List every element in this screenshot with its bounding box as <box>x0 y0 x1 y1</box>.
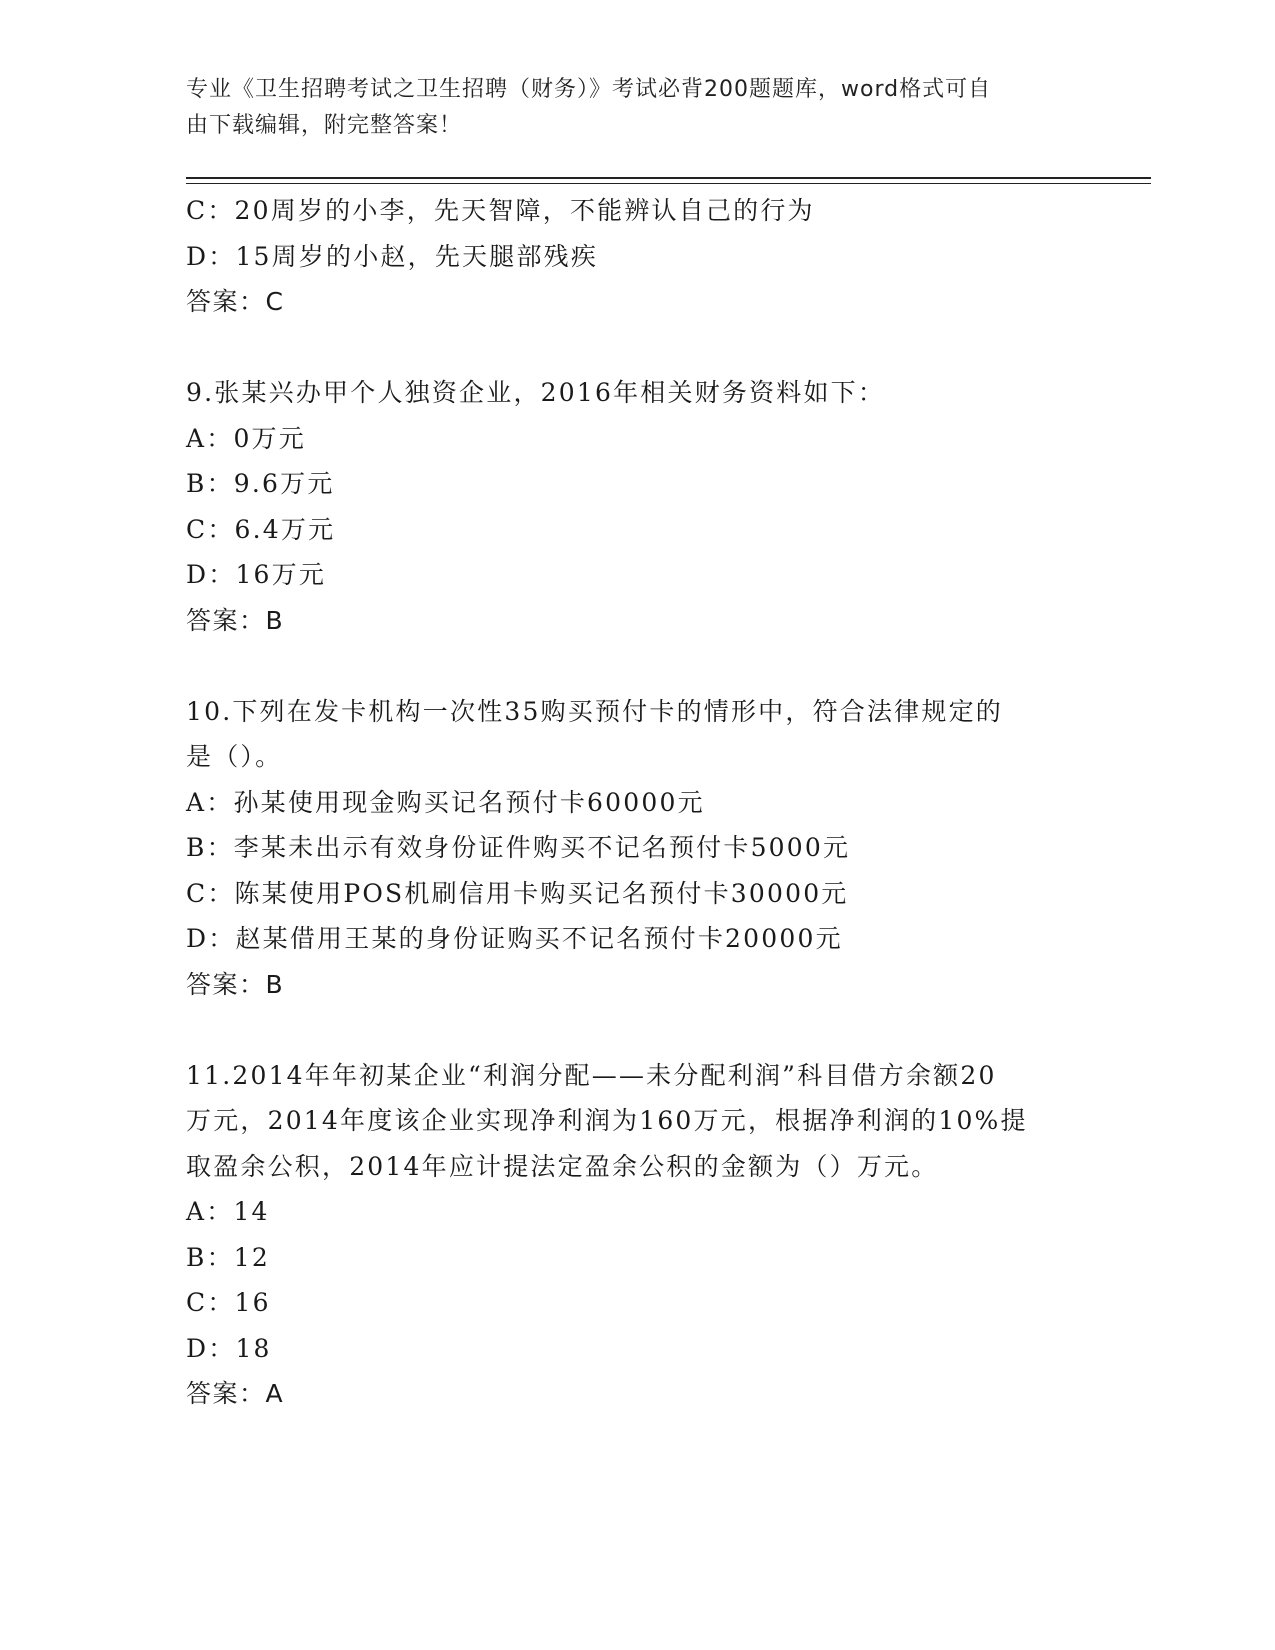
question-10-block <box>186 689 1066 1008</box>
q9-option-d: D：16万元 <box>186 560 327 589</box>
q8-answer: 答案：C <box>186 287 285 316</box>
header-line-1: 专业《卫生招聘考试之卫生招聘（财务）》考试必背200题题库，word格式可自 <box>186 77 992 102</box>
q11-option-a: A：14 <box>186 1197 270 1226</box>
q11-option-d: D：18 <box>186 1333 272 1363</box>
q10-answer: 答案：B <box>186 969 285 999</box>
q10-option-d: D：赵某借用王某的身份证购买不记名预付卡20000元 <box>186 924 843 953</box>
q9-stem: 9.张某兴办甲个人独资企业，2016年相关财务资料如下： <box>186 378 886 407</box>
question-9-block <box>186 370 1066 643</box>
spacer <box>186 325 1066 371</box>
q9-option-c: C：6.4万元 <box>186 514 336 544</box>
q9-answer: 答案：B <box>186 605 285 635</box>
document-header <box>186 72 1066 144</box>
header-divider-thick <box>186 177 1151 179</box>
q11-stem-line-1: 11.2014年年初某企业“利润分配——未分配利润”科目借方余额20 <box>186 1060 997 1090</box>
header-line-2: 由下载编辑，附完整答案！ <box>186 113 463 138</box>
q11-option-b: B：12 <box>186 1242 270 1272</box>
q11-stem-line-3: 取盈余公积，2014年应计提法定盈余公积的金额为（）万元。 <box>186 1151 939 1181</box>
spacer <box>186 1007 1066 1053</box>
q10-stem-line-2: 是（）。 <box>186 742 283 771</box>
q11-option-c: C：16 <box>186 1288 271 1317</box>
question-content <box>186 188 1066 1417</box>
q8-option-d: D：15周岁的小赵，先天腿部残疾 <box>186 241 599 271</box>
q11-stem-line-2: 万元，2014年度该企业实现净利润为160万元，根据净利润的10%提 <box>186 1106 1028 1135</box>
q8-option-c: C：20周岁的小李，先天智障，不能辨认自己的行为 <box>186 196 815 225</box>
header-divider-thin <box>186 183 1151 184</box>
q11-answer: 答案：A <box>186 1379 285 1408</box>
q9-option-a: A：0万元 <box>186 423 306 453</box>
q10-option-c: C：陈某使用POS机刷信用卡购买记名预付卡30000元 <box>186 878 849 908</box>
question-11-block <box>186 1053 1066 1417</box>
q10-option-b: B：李某未出示有效身份证件购买不记名预付卡5000元 <box>186 833 851 862</box>
spacer <box>186 643 1066 689</box>
q10-stem-line-1: 10.下列在发卡机构一次性35购买预付卡的情形中，符合法律规定的 <box>186 696 1003 726</box>
question-8-block <box>186 188 1066 325</box>
q10-option-a: A：孙某使用现金购买记名预付卡60000元 <box>186 787 705 817</box>
q9-option-b: B：9.6万元 <box>186 469 335 498</box>
